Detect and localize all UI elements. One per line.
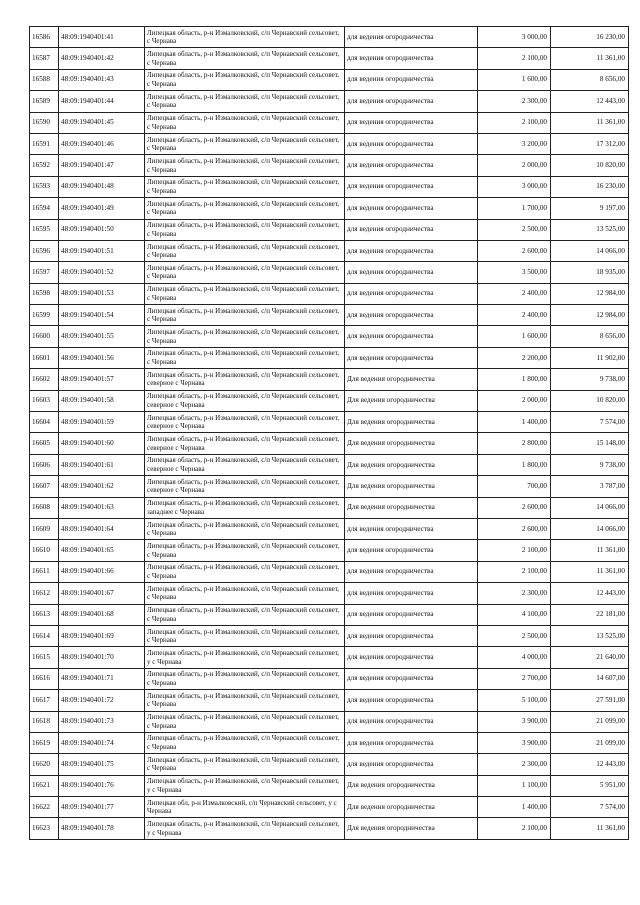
plot-location: Липецкая область, р-н Измалковский, с/п Чернавский сельсовет, с Чернава <box>145 91 345 112</box>
plot-location: Липецкая область, р-н Измалковский, с/п Чернавский сельсовет, у с Чернава <box>145 647 345 668</box>
cadastral-value: 10 820,00 <box>551 390 629 411</box>
permitted-use: Для ведения огородничества <box>345 412 478 433</box>
row-number: 16589 <box>30 91 59 112</box>
row-number: 16604 <box>30 412 59 433</box>
plot-location: Липецкая область, р-н Измалковский, с/п Чернавский сельсовет, с Чернава <box>145 133 345 154</box>
plot-location: Липецкая область, р-н Измалковский, с/п Чернавский сельсовет, у с Чернава <box>145 775 345 796</box>
plot-area: 4 100,00 <box>478 604 551 625</box>
cadastral-number: 48:09:1940401:71 <box>59 668 145 689</box>
permitted-use: для ведения огородничества <box>345 176 478 197</box>
plot-area: 4 000,00 <box>478 647 551 668</box>
cadastral-number: 48:09:1940401:52 <box>59 262 145 283</box>
cadastral-number: 48:09:1940401:42 <box>59 48 145 69</box>
row-number: 16595 <box>30 219 59 240</box>
cadastral-value: 11 361,00 <box>551 818 629 839</box>
permitted-use: для ведения огородничества <box>345 305 478 326</box>
cadastral-number: 48:09:1940401:69 <box>59 625 145 646</box>
table-row <box>30 540 629 561</box>
cadastral-number: 48:09:1940401:46 <box>59 133 145 154</box>
cadastral-value: 17 312,00 <box>551 133 629 154</box>
row-number: 16587 <box>30 48 59 69</box>
cadastral-number: 48:09:1940401:60 <box>59 433 145 454</box>
plot-area: 2 600,00 <box>478 240 551 261</box>
table-row <box>30 775 629 796</box>
row-number: 16594 <box>30 198 59 219</box>
cadastral-value: 14 066,00 <box>551 518 629 539</box>
cadastral-value: 11 361,00 <box>551 561 629 582</box>
permitted-use: для ведения огородничества <box>345 69 478 90</box>
cadastral-value: 11 902,00 <box>551 347 629 368</box>
plot-location: Липецкая область, р-н Измалковский, с/п Чернавский сельсовет, с Чернава <box>145 112 345 133</box>
row-number: 16603 <box>30 390 59 411</box>
cadastral-number: 48:09:1940401:44 <box>59 91 145 112</box>
row-number: 16613 <box>30 604 59 625</box>
plot-area: 2 300,00 <box>478 583 551 604</box>
plot-location: Липецкая область, р-н Измалковский, с/п Чернавский сельсовет, с Чернава <box>145 754 345 775</box>
cadastral-value: 14 066,00 <box>551 497 629 518</box>
row-number: 16622 <box>30 797 59 818</box>
plot-location: Липецкая область, р-н Измалковский, с/п Чернавский сельсовет, с Чернава <box>145 561 345 582</box>
cadastral-value: 7 574,00 <box>551 797 629 818</box>
plot-area: 2 700,00 <box>478 668 551 689</box>
table-row <box>30 240 629 261</box>
permitted-use: для ведения огородничества <box>345 540 478 561</box>
cadastral-value: 12 984,00 <box>551 305 629 326</box>
row-number: 16599 <box>30 305 59 326</box>
table-row <box>30 433 629 454</box>
permitted-use: для ведения огородничества <box>345 732 478 753</box>
plot-area: 1 600,00 <box>478 326 551 347</box>
row-number: 16610 <box>30 540 59 561</box>
table-row <box>30 155 629 176</box>
table-body <box>30 27 629 840</box>
cadastral-value: 9 738,00 <box>551 454 629 475</box>
cadastral-number: 48:09:1940401:41 <box>59 27 145 48</box>
plot-location: Липецкая область, р-н Измалковский, с/п Чернавский сельсовет, северное с Чернава <box>145 454 345 475</box>
plot-area: 2 200,00 <box>478 347 551 368</box>
permitted-use: для ведения огородничества <box>345 219 478 240</box>
cadastral-number: 48:09:1940401:57 <box>59 369 145 390</box>
row-number: 16601 <box>30 347 59 368</box>
table-row <box>30 69 629 90</box>
plot-location: Липецкая область, р-н Измалковский, с/п Чернавский сельсовет, с Чернава <box>145 690 345 711</box>
cadastral-number: 48:09:1940401:66 <box>59 561 145 582</box>
plot-location: Липецкая обл, р-н Измалковский, с/п Чернавский сельсовет, у с Чернава <box>145 797 345 818</box>
table-row <box>30 390 629 411</box>
plot-location: Липецкая область, р-н Измалковский, с/п Чернавский сельсовет, с Чернава <box>145 48 345 69</box>
plot-area: 3 900,00 <box>478 732 551 753</box>
plot-location: Липецкая область, р-н Измалковский, с/п Чернавский сельсовет, с Чернава <box>145 219 345 240</box>
permitted-use: для ведения огородничества <box>345 561 478 582</box>
cadastral-number: 48:09:1940401:72 <box>59 690 145 711</box>
cadastral-number: 48:09:1940401:77 <box>59 797 145 818</box>
permitted-use: для ведения огородничества <box>345 27 478 48</box>
permitted-use: для ведения огородничества <box>345 604 478 625</box>
cadastral-value: 11 361,00 <box>551 112 629 133</box>
plot-location: Липецкая область, р-н Измалковский, с/п Чернавский сельсовет, с Чернава <box>145 347 345 368</box>
row-number: 16592 <box>30 155 59 176</box>
row-number: 16605 <box>30 433 59 454</box>
plot-area: 1 400,00 <box>478 412 551 433</box>
cadastral-value: 21 099,00 <box>551 732 629 753</box>
plot-area: 2 000,00 <box>478 155 551 176</box>
plot-area: 2 800,00 <box>478 433 551 454</box>
cadastral-number: 48:09:1940401:76 <box>59 775 145 796</box>
table-row <box>30 497 629 518</box>
plot-location: Липецкая область, р-н Измалковский, с/п Чернавский сельсовет, с Чернава <box>145 305 345 326</box>
plot-area: 2 100,00 <box>478 48 551 69</box>
table-row <box>30 797 629 818</box>
table-row <box>30 91 629 112</box>
cadastral-number: 48:09:1940401:75 <box>59 754 145 775</box>
cadastral-number: 48:09:1940401:50 <box>59 219 145 240</box>
row-number: 16608 <box>30 497 59 518</box>
permitted-use: для ведения огородничества <box>345 91 478 112</box>
plot-area: 3 000,00 <box>478 27 551 48</box>
cadastral-value: 12 443,00 <box>551 583 629 604</box>
row-number: 16607 <box>30 476 59 497</box>
plot-location: Липецкая область, р-н Измалковский, с/п Чернавский сельсовет, северное с Чернава <box>145 433 345 454</box>
table-row <box>30 690 629 711</box>
table-row <box>30 732 629 753</box>
plot-area: 1 100,00 <box>478 775 551 796</box>
permitted-use: для ведения огородничества <box>345 112 478 133</box>
table-row <box>30 561 629 582</box>
table-row <box>30 347 629 368</box>
table-row <box>30 112 629 133</box>
plot-area: 2 300,00 <box>478 91 551 112</box>
cadastral-value: 11 361,00 <box>551 540 629 561</box>
plot-location: Липецкая область, р-н Измалковский, с/п Чернавский сельсовет, с Чернава <box>145 240 345 261</box>
plot-area: 700,00 <box>478 476 551 497</box>
plot-location: Липецкая область, р-н Измалковский, с/п Чернавский сельсовет, с Чернава <box>145 668 345 689</box>
plot-location: Липецкая область, р-н Измалковский, с/п Чернавский сельсовет, с Чернава <box>145 540 345 561</box>
table-row <box>30 198 629 219</box>
table-row <box>30 454 629 475</box>
table-row <box>30 305 629 326</box>
table-row <box>30 262 629 283</box>
permitted-use: для ведения огородничества <box>345 283 478 304</box>
cadastral-value: 13 525,00 <box>551 625 629 646</box>
table-row <box>30 176 629 197</box>
plot-area: 1 400,00 <box>478 797 551 818</box>
cadastral-number: 48:09:1940401:43 <box>59 69 145 90</box>
cadastral-value: 13 525,00 <box>551 219 629 240</box>
cadastral-value: 22 181,00 <box>551 604 629 625</box>
cadastral-number: 48:09:1940401:56 <box>59 347 145 368</box>
cadastral-value: 12 443,00 <box>551 91 629 112</box>
row-number: 16600 <box>30 326 59 347</box>
table-row <box>30 369 629 390</box>
plot-area: 3 500,00 <box>478 262 551 283</box>
plot-area: 3 000,00 <box>478 176 551 197</box>
permitted-use: для ведения огородничества <box>345 668 478 689</box>
cadastral-value: 12 984,00 <box>551 283 629 304</box>
permitted-use: для ведения огородничества <box>345 347 478 368</box>
plot-area: 2 400,00 <box>478 305 551 326</box>
cadastral-number: 48:09:1940401:45 <box>59 112 145 133</box>
cadastral-value: 9 197,00 <box>551 198 629 219</box>
cadastral-number: 48:09:1940401:62 <box>59 476 145 497</box>
cadastral-number: 48:09:1940401:78 <box>59 818 145 839</box>
cadastral-value: 16 230,00 <box>551 176 629 197</box>
plot-area: 2 100,00 <box>478 561 551 582</box>
table-row <box>30 133 629 154</box>
cadastral-number: 48:09:1940401:51 <box>59 240 145 261</box>
row-number: 16618 <box>30 711 59 732</box>
table-row <box>30 27 629 48</box>
cadastral-number: 48:09:1940401:47 <box>59 155 145 176</box>
table-row <box>30 518 629 539</box>
row-number: 16611 <box>30 561 59 582</box>
cadastral-value: 21 640,00 <box>551 647 629 668</box>
table-row <box>30 48 629 69</box>
cadastral-number: 48:09:1940401:73 <box>59 711 145 732</box>
row-number: 16593 <box>30 176 59 197</box>
cadastral-number: 48:09:1940401:67 <box>59 583 145 604</box>
row-number: 16591 <box>30 133 59 154</box>
cadastral-value: 11 361,00 <box>551 48 629 69</box>
table-row <box>30 219 629 240</box>
plot-location: Липецкая область, р-н Измалковский, с/п Чернавский сельсовет, с Чернава <box>145 604 345 625</box>
cadastral-value: 14 607,00 <box>551 668 629 689</box>
permitted-use: Для ведения огородничества <box>345 433 478 454</box>
table-row <box>30 326 629 347</box>
plot-location: Липецкая область, р-н Измалковский, с/п Чернавский сельсовет, с Чернава <box>145 198 345 219</box>
cadastral-value: 21 099,00 <box>551 711 629 732</box>
cadastral-number: 48:09:1940401:64 <box>59 518 145 539</box>
plot-location: Липецкая область, р-н Измалковский, с/п Чернавский сельсовет, с Чернава <box>145 69 345 90</box>
table-row <box>30 604 629 625</box>
permitted-use: для ведения огородничества <box>345 518 478 539</box>
cadastral-value: 8 656,00 <box>551 326 629 347</box>
plot-area: 2 000,00 <box>478 390 551 411</box>
plot-area: 3 200,00 <box>478 133 551 154</box>
permitted-use: для ведения огородничества <box>345 48 478 69</box>
plot-location: Липецкая область, р-н Измалковский, с/п Чернавский сельсовет, у с Чернава <box>145 818 345 839</box>
cadastral-number: 48:09:1940401:49 <box>59 198 145 219</box>
plot-location: Липецкая область, р-н Измалковский, с/п Чернавский сельсовет, северное с Чернава <box>145 412 345 433</box>
cadastral-number: 48:09:1940401:65 <box>59 540 145 561</box>
permitted-use: Для ведения огородничества <box>345 369 478 390</box>
cadastral-value: 18 935,00 <box>551 262 629 283</box>
row-number: 16596 <box>30 240 59 261</box>
table-row <box>30 625 629 646</box>
plot-area: 1 800,00 <box>478 454 551 475</box>
cadastral-number: 48:09:1940401:68 <box>59 604 145 625</box>
cadastral-number: 48:09:1940401:63 <box>59 497 145 518</box>
plot-location: Липецкая область, р-н Измалковский, с/п Чернавский сельсовет, с Чернава <box>145 176 345 197</box>
cadastral-number: 48:09:1940401:48 <box>59 176 145 197</box>
permitted-use: для ведения огородничества <box>345 133 478 154</box>
cadastral-value: 15 148,00 <box>551 433 629 454</box>
row-number: 16606 <box>30 454 59 475</box>
plot-location: Липецкая область, р-н Измалковский, с/п Чернавский сельсовет, с Чернава <box>145 583 345 604</box>
plot-area: 2 100,00 <box>478 540 551 561</box>
cadastral-value: 14 066,00 <box>551 240 629 261</box>
plot-location: Липецкая область, р-н Измалковский, с/п Чернавский сельсовет, с Чернава <box>145 326 345 347</box>
permitted-use: Для ведения огородничества <box>345 775 478 796</box>
plot-area: 2 600,00 <box>478 518 551 539</box>
cadastral-value: 8 656,00 <box>551 69 629 90</box>
permitted-use: для ведения огородничества <box>345 198 478 219</box>
plot-area: 5 100,00 <box>478 690 551 711</box>
row-number: 16619 <box>30 732 59 753</box>
cadastral-number: 48:09:1940401:53 <box>59 283 145 304</box>
row-number: 16623 <box>30 818 59 839</box>
permitted-use: для ведения огородничества <box>345 711 478 732</box>
plot-location: Липецкая область, р-н Измалковский, с/п Чернавский сельсовет, с Чернава <box>145 625 345 646</box>
row-number: 16609 <box>30 518 59 539</box>
row-number: 16616 <box>30 668 59 689</box>
cadastral-number: 48:09:1940401:61 <box>59 454 145 475</box>
plot-area: 2 600,00 <box>478 497 551 518</box>
cadastral-value: 5 951,00 <box>551 775 629 796</box>
permitted-use: Для ведения огородничества <box>345 390 478 411</box>
row-number: 16586 <box>30 27 59 48</box>
cadastral-value: 10 820,00 <box>551 155 629 176</box>
permitted-use: для ведения огородничества <box>345 240 478 261</box>
plot-location: Липецкая область, р-н Измалковский, с/п Чернавский сельсовет, с Чернава <box>145 518 345 539</box>
plot-area: 2 500,00 <box>478 625 551 646</box>
table-row <box>30 711 629 732</box>
plot-area: 2 100,00 <box>478 112 551 133</box>
plot-area: 2 300,00 <box>478 754 551 775</box>
row-number: 16602 <box>30 369 59 390</box>
cadastral-number: 48:09:1940401:55 <box>59 326 145 347</box>
permitted-use: для ведения огородничества <box>345 583 478 604</box>
row-number: 16598 <box>30 283 59 304</box>
permitted-use: для ведения огородничества <box>345 326 478 347</box>
permitted-use: Для ведения огородничества <box>345 797 478 818</box>
row-number: 16621 <box>30 775 59 796</box>
permitted-use: для ведения огородничества <box>345 262 478 283</box>
cadastral-value: 9 738,00 <box>551 369 629 390</box>
plot-location: Липецкая область, р-н Измалковский, с/п Чернавский сельсовет, с Чернава <box>145 711 345 732</box>
table-row <box>30 754 629 775</box>
plot-area: 1 600,00 <box>478 69 551 90</box>
permitted-use: для ведения огородничества <box>345 690 478 711</box>
cadastral-number: 48:09:1940401:70 <box>59 647 145 668</box>
permitted-use: Для ведения огородничества <box>345 454 478 475</box>
table-row <box>30 283 629 304</box>
cadastral-value: 7 574,00 <box>551 412 629 433</box>
cadastral-value: 12 443,00 <box>551 754 629 775</box>
cadastral-number: 48:09:1940401:59 <box>59 412 145 433</box>
plot-location: Липецкая область, р-н Измалковский, с/п Чернавский сельсовет, западнее с Чернава <box>145 497 345 518</box>
permitted-use: для ведения огородничества <box>345 625 478 646</box>
plot-location: Липецкая область, р-н Измалковский, с/п Чернавский сельсовет, с Чернава <box>145 732 345 753</box>
cadastral-number: 48:09:1940401:58 <box>59 390 145 411</box>
plot-location: Липецкая область, р-н Измалковский, с/п Чернавский сельсовет, с Чернава <box>145 155 345 176</box>
permitted-use: для ведения огородничества <box>345 754 478 775</box>
row-number: 16620 <box>30 754 59 775</box>
cadastral-value: 27 591,00 <box>551 690 629 711</box>
cadastral-value: 16 230,00 <box>551 27 629 48</box>
cadastral-number: 48:09:1940401:54 <box>59 305 145 326</box>
table-row <box>30 647 629 668</box>
row-number: 16614 <box>30 625 59 646</box>
plot-location: Липецкая область, р-н Измалковский, с/п Чернавский сельсовет, северное с Чернава <box>145 390 345 411</box>
permitted-use: для ведения огородничества <box>345 155 478 176</box>
plot-area: 1 800,00 <box>478 369 551 390</box>
plot-area: 2 500,00 <box>478 219 551 240</box>
table-row <box>30 412 629 433</box>
table-row <box>30 818 629 839</box>
plot-area: 1 700,00 <box>478 198 551 219</box>
plot-area: 3 900,00 <box>478 711 551 732</box>
table-row <box>30 583 629 604</box>
table-row <box>30 668 629 689</box>
plot-location: Липецкая область, р-н Измалковский, с/п Чернавский сельсовет, с Чернава <box>145 27 345 48</box>
permitted-use: Для ведения огородничества <box>345 476 478 497</box>
plot-location: Липецкая область, р-н Измалковский, с/п Чернавский сельсовет, северное с Чернава <box>145 476 345 497</box>
row-number: 16597 <box>30 262 59 283</box>
cadastral-value: 3 787,00 <box>551 476 629 497</box>
plot-area: 2 400,00 <box>478 283 551 304</box>
table-row <box>30 476 629 497</box>
permitted-use: Для ведения огородничества <box>345 818 478 839</box>
row-number: 16615 <box>30 647 59 668</box>
plot-location: Липецкая область, р-н Измалковский, с/п Чернавский сельсовет, северное с Чернава <box>145 369 345 390</box>
plot-location: Липецкая область, р-н Измалковский, с/п Чернавский сельсовет, с Чернава <box>145 283 345 304</box>
row-number: 16617 <box>30 690 59 711</box>
land-plots-table <box>29 26 629 840</box>
plot-location: Липецкая область, р-н Измалковский, с/п Чернавский сельсовет, с Чернава <box>145 262 345 283</box>
permitted-use: для ведения огородничества <box>345 647 478 668</box>
plot-area: 2 100,00 <box>478 818 551 839</box>
row-number: 16612 <box>30 583 59 604</box>
permitted-use: Для ведения огородничества <box>345 497 478 518</box>
row-number: 16588 <box>30 69 59 90</box>
row-number: 16590 <box>30 112 59 133</box>
cadastral-number: 48:09:1940401:74 <box>59 732 145 753</box>
